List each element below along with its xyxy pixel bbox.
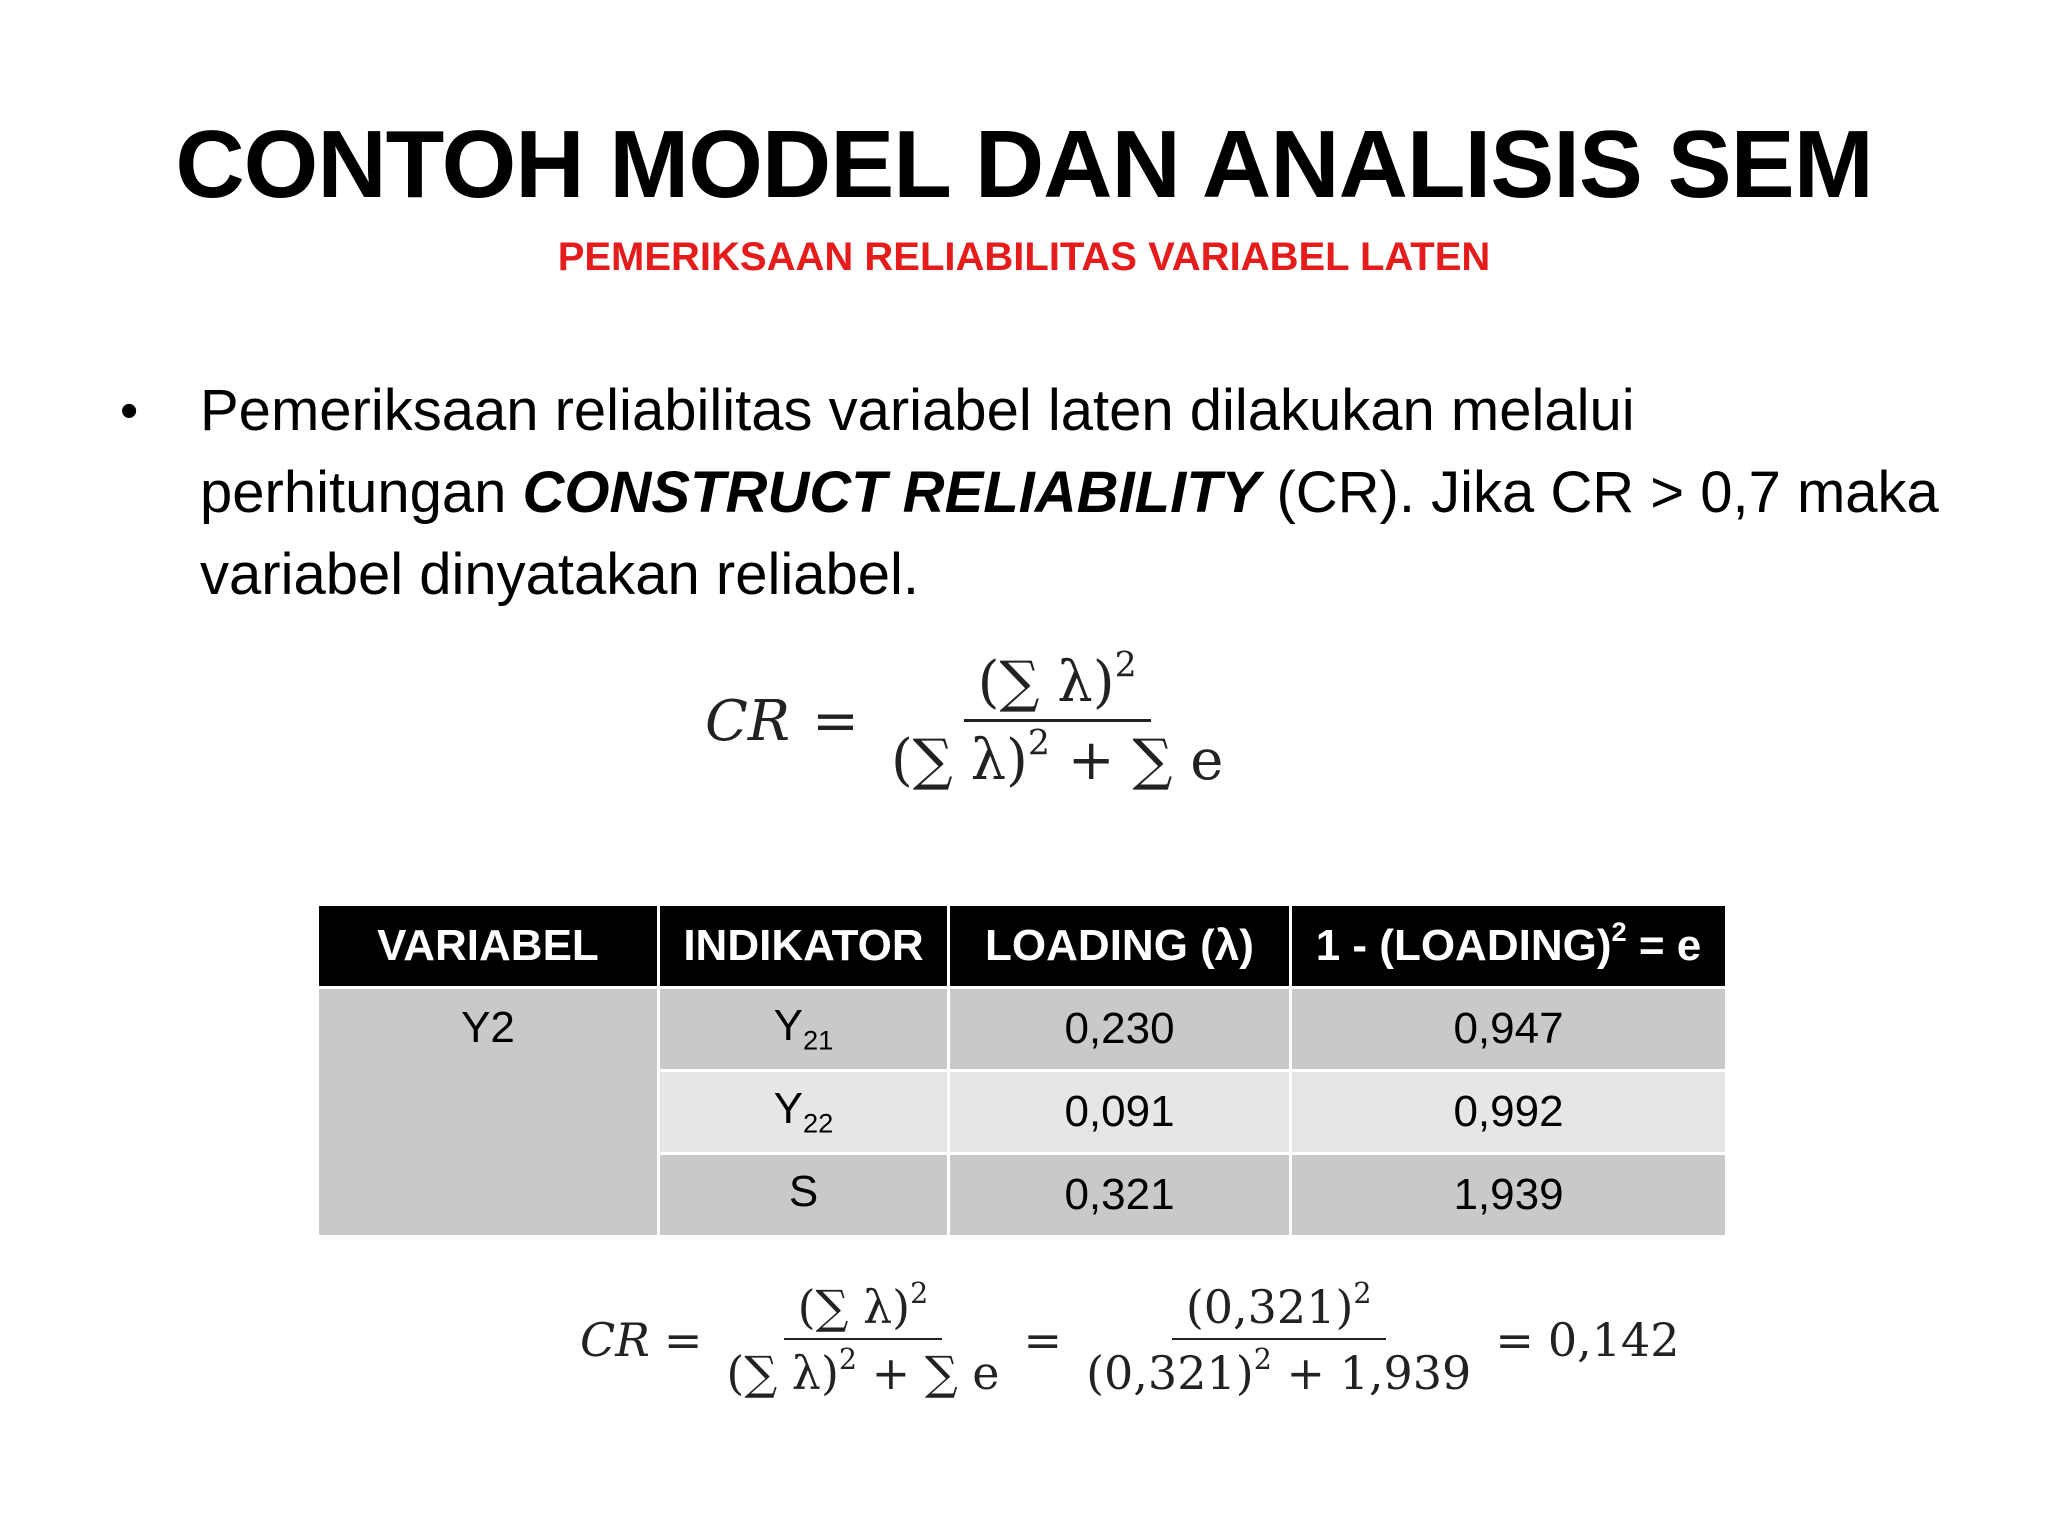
calc-equals-3: = [1495,1313,1534,1367]
calc-equals-1: = [663,1313,703,1367]
cr-formula [705,645,1233,793]
bullet-text-part1: Pemeriksaan reliabilitas variabel laten dilakukan melalui perhitungan [200,378,1635,525]
loading-cell: 0,321 [949,1154,1291,1237]
indicator-cell: $Y_{22}$ [659,1071,949,1154]
header-loading: LOADING (λ) [949,905,1291,988]
header-variabel: VARIABEL [318,905,659,988]
calc-lhs: CR [580,1313,650,1367]
indicator-cell: $Y_{21}$ [659,988,949,1071]
error-cell: 0,992 [1291,1071,1727,1154]
loading-cell: 0,230 [949,988,1291,1071]
slide-title: CONTOH MODEL DAN ANALISIS SEM [175,111,1873,218]
calc-symbolic-denominator: (∑ λ)$^2$ + ∑ e [726,1343,1000,1400]
variable-cell: Y2 [318,988,659,1237]
table-header-row [318,905,1727,988]
formula-denominator: (∑ λ)$^2$ + ∑ e [890,723,1224,793]
table-row [318,988,1727,1071]
bullet-emphasis: CONSTRUCT RELIABILITY [522,460,1261,525]
header-error: 1 - (LOADING)$^2$ = e [1291,905,1727,988]
calc-symbolic-fraction [716,1277,1009,1400]
bullet-text-part2: (CR). Jika CR > 0,7 maka variabel dinyatakan reliabel. [200,460,1939,607]
bullet-text [200,370,1950,616]
indicator-cell: S [659,1154,949,1237]
reliability-table [316,903,1728,1238]
formula-lhs: CR [705,689,791,754]
formula-equals: = [812,689,859,754]
bullet-icon: • [120,382,139,440]
error-cell: 0,947 [1291,988,1727,1071]
calc-symbolic-numerator: (∑ λ)$^2$ [784,1280,943,1340]
calc-equals-2: = [1023,1313,1063,1367]
formula-numerator: (∑ λ)$^2$ [964,650,1151,722]
loading-cell: 0,091 [949,1071,1291,1154]
calc-numeric-numerator: $(0,321)^2$ [1172,1280,1386,1340]
formula-fraction [881,645,1234,793]
calc-result: 0,142 [1547,1313,1680,1367]
calc-numeric-denominator: $(0,321)^2 + 1,939$ [1086,1343,1472,1400]
header-indikator: INDIKATOR [659,905,949,988]
error-cell: 1,939 [1291,1154,1727,1237]
bullet-point [120,370,1950,616]
cr-calculation [580,1277,1680,1400]
slide-subtitle: PEMERIKSAAN RELIABILITAS VARIABEL LATEN [557,235,1491,279]
calc-numeric-fraction [1076,1277,1481,1400]
